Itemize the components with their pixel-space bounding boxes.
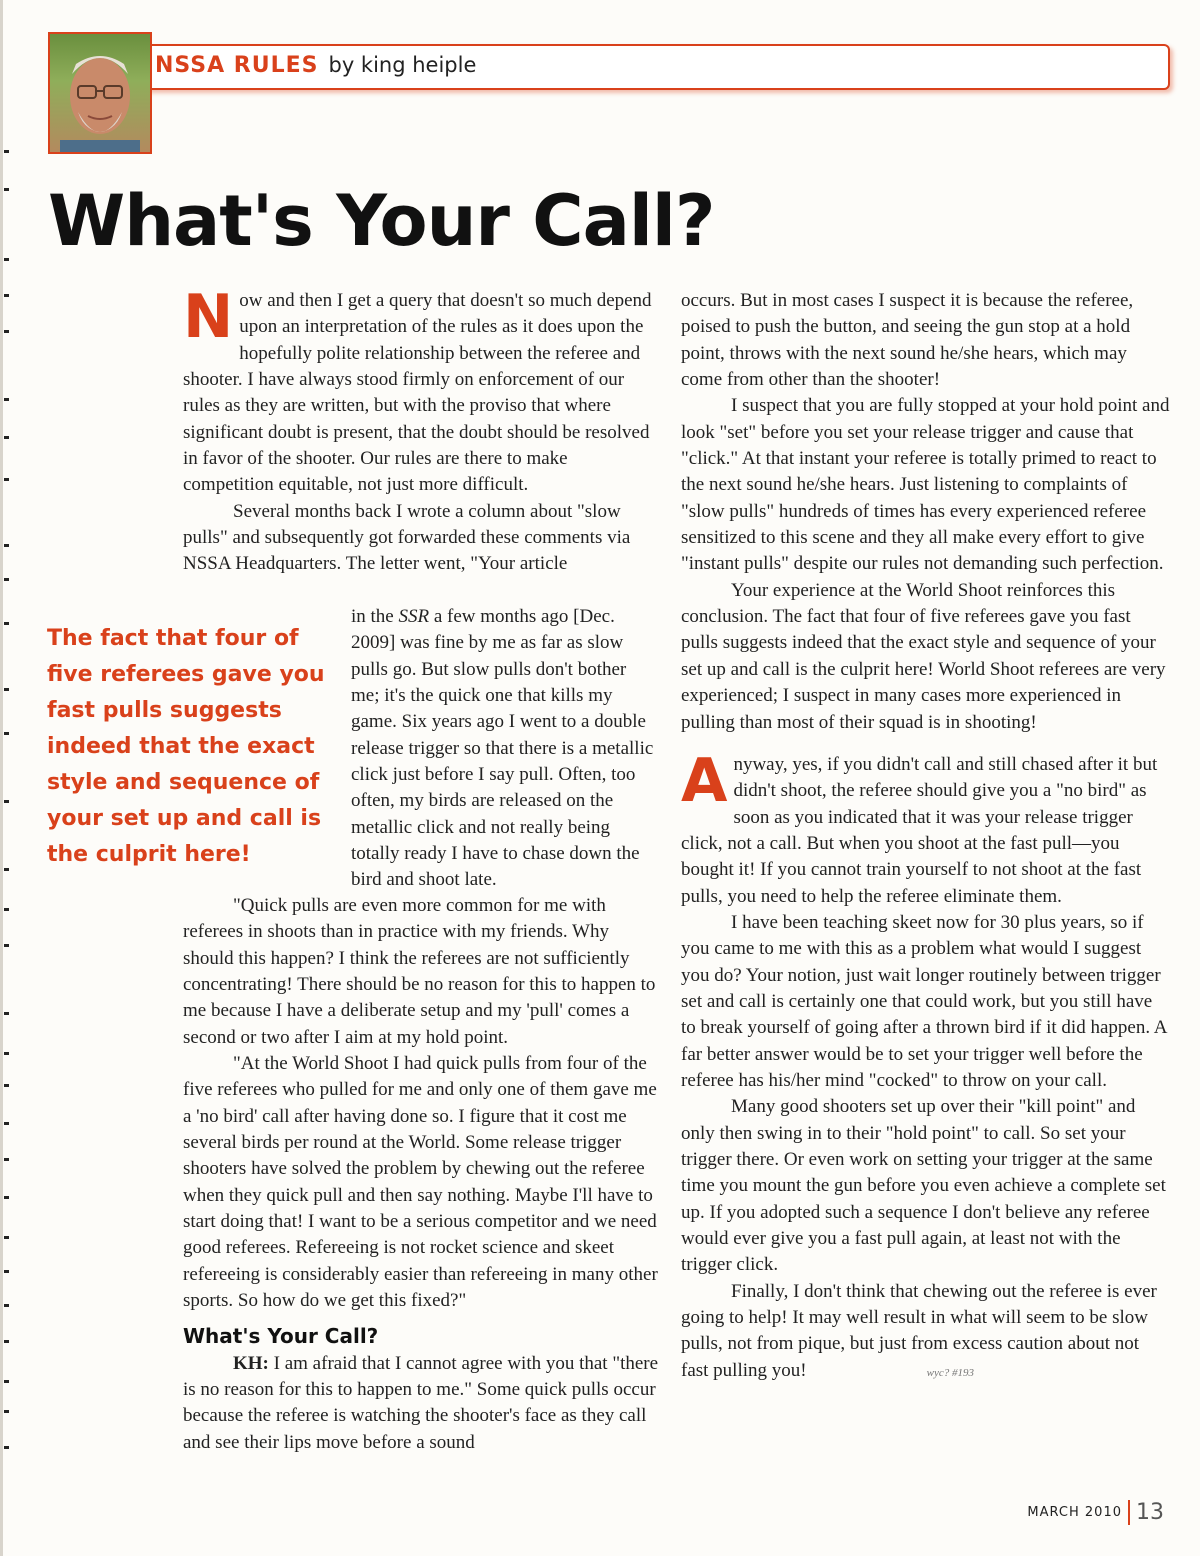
scan-mark <box>4 944 9 947</box>
end-note: wyc? #193 <box>926 1366 974 1379</box>
scan-mark <box>4 1340 9 1343</box>
paragraph: occurs. But in most cases I suspect it is because the referee, poised to push the button, and seeing the gun stop at a hold point, throws with the next sound he/she hears, which may come from other than the shooter! <box>681 290 1134 391</box>
scan-mark <box>4 294 9 297</box>
scan-mark <box>4 622 9 625</box>
scan-mark <box>4 1012 9 1015</box>
scan-mark <box>4 1380 9 1383</box>
scan-mark <box>4 330 9 333</box>
issue-date: MARCH 2010 <box>1027 1505 1122 1520</box>
scan-mark <box>4 1084 9 1087</box>
scan-mark <box>4 908 9 911</box>
article-title: What's Your Call? <box>48 180 715 262</box>
pull-quote: The fact that four of five referees gave you fast pulls suggests indeed that the exact style and sequence of your set up and call is the culprit here! <box>47 626 325 867</box>
drop-cap: N <box>183 282 234 352</box>
paragraph: KH: I am afraid that I cannot agree with you that "there is no reason for this to happen to me." Some quick pulls occur because the referee is watching the shooter's face as they call and see their lips move before a sound <box>183 1352 659 1453</box>
paragraph: "Quick pulls are even more common for me with referees in shoots than in practice with my friends. Why should this happen? I think the referees are not sufficiently concentrating! There should be no reason for this to happen to me because I have a deliberate setup and my 'pull' comes a second or two after I aim at my hold point. <box>183 895 656 1048</box>
paragraph: I have been teaching skeet now for 30 plus years, so if you came to me with this as a problem what would I suggest you do? Your notion, just wait longer routinely between trigger set and call is certainly one that could work, but you still have to break yourself of going after a thrown bird if it did happen. A far better answer would be to set your trigger well before the referee has his/her mind "cocked" to throw on your call. <box>681 911 1167 1091</box>
page-number: 13 <box>1128 1500 1164 1525</box>
column-1-wrap <box>351 604 656 894</box>
page-footer <box>1027 1500 1164 1525</box>
scan-mark <box>4 1196 9 1199</box>
paragraph-gap <box>681 736 1171 752</box>
subhead: What's Your Call? <box>183 1323 379 1348</box>
scan-mark <box>4 436 9 439</box>
scan-mark <box>4 578 9 581</box>
scan-mark <box>4 1122 9 1125</box>
scan-mark <box>4 1304 9 1307</box>
scan-mark <box>4 1236 9 1239</box>
column-name: NSSA RULES <box>155 53 319 78</box>
scan-mark <box>4 1158 9 1161</box>
scan-mark <box>4 398 9 401</box>
scan-mark <box>4 544 9 547</box>
paragraph: Anyway, yes, if you didn't call and still chased after it but didn't shoot, the referee should give you a "no bird" as soon as you indicated that it was your release trigger click, not a call. But when you shoot at the fast pull—you bought it! If you cannot train yourself to not shoot at the fast pulls, you need to help the referee eliminate them. <box>681 745 1158 907</box>
scan-mark <box>4 800 9 803</box>
drop-cap: A <box>681 745 728 816</box>
scan-mark <box>4 1270 9 1273</box>
column-2 <box>681 288 1171 1386</box>
scan-mark <box>4 478 9 481</box>
paragraph: I suspect that you are fully stopped at your hold point and look "set" before you set your release trigger and cause that "click." At that instant your referee is totally primed to react to the next sound he/she hears. Just listening to complaints of "slow pulls" hundreds of times has every experienced referee sensitized to this scene and they all make every effort to give "instant pulls" despite our rules not demanding such perfection. <box>681 395 1170 575</box>
scan-mark <box>4 258 9 261</box>
scan-mark <box>4 868 9 871</box>
scan-mark <box>4 1052 9 1055</box>
scan-mark <box>4 1410 9 1413</box>
paragraph: Finally, I don't think that chewing out the referee is ever going to help! It may well result in what will seem to be slow pulls, not from pique, but just from excess caution about not fast pulling you! wyc? #193 <box>681 1280 1157 1381</box>
column-1-bottom <box>183 893 663 1456</box>
author-photo <box>48 32 152 154</box>
paragraph: in the SSR a few months ago [Dec. 2009] was fine by me as far as slow pulls go. But slow pulls don't bother me; it's the quick one that kills my game. Six years ago I went to a double release trigger so that there is a metallic click just before I say pull. Often, too often, my birds are released on the metallic click and not really being totally ready I have to chase down the bird and shoot late. <box>351 606 654 891</box>
paragraph: Your experience at the World Shoot reinforces this conclusion. The fact that four of five referees gave you fast pulls suggests indeed that the exact style and sequence of your set up and call is the culprit here! World Shoot referees are very experienced; I suspect in many cases more experienced in pulling than most of their squad is in shooting! <box>681 579 1166 733</box>
byline: by king heiple <box>328 53 477 77</box>
scan-mark <box>4 150 9 153</box>
column-1-top <box>183 282 663 578</box>
paragraph: "At the World Shoot I had quick pulls from four of the five referees who pulled for me and only one of them gave me a 'no bird' call after having done so. I figure that it cost me several birds per round at the World. Some release trigger shooters have solved the problem by chewing out the referee when they quick pull and then say nothing. Maybe I'll have to start doing that! I want to be a serious competitor and we need good referees. Refereeing is not rocket science and skeet refereeing is considerably easier than refereeing in many other sports. So how do we get this fixed?" <box>183 1053 658 1312</box>
paragraph: Now and then I get a query that doesn't so much depend upon an interpretation of the rules as it does upon the hopefully polite relationship between the referee and shooter. I have always stood firmly on enforcement of our rules as they are written, but with the proviso that where significant doubt is present, that the doubt should be resolved in favor of the shooter. Our rules are there to make competition equitable, not just more difficult. <box>183 282 652 496</box>
column-header <box>155 50 476 81</box>
paragraph: Several months back I wrote a column about "slow pulls" and subsequently got forwarded these comments via NSSA Headquarters. The letter went, "Your article <box>183 500 631 575</box>
paragraph: Many good shooters set up over their "kill point" and only then swing in to their "hold point" to call. So set your trigger there. Or even work on setting your trigger at the same time you mount the gun before you even achieve a complete set up. If you adopted such a sequence I don't believe any referee would ever give you a fast pull again, at least not with the trigger click. <box>681 1096 1166 1276</box>
scan-border <box>0 0 3 1556</box>
scan-mark <box>4 188 9 191</box>
scan-mark <box>4 1446 9 1449</box>
scan-mark <box>4 732 9 735</box>
scan-mark <box>4 688 9 691</box>
